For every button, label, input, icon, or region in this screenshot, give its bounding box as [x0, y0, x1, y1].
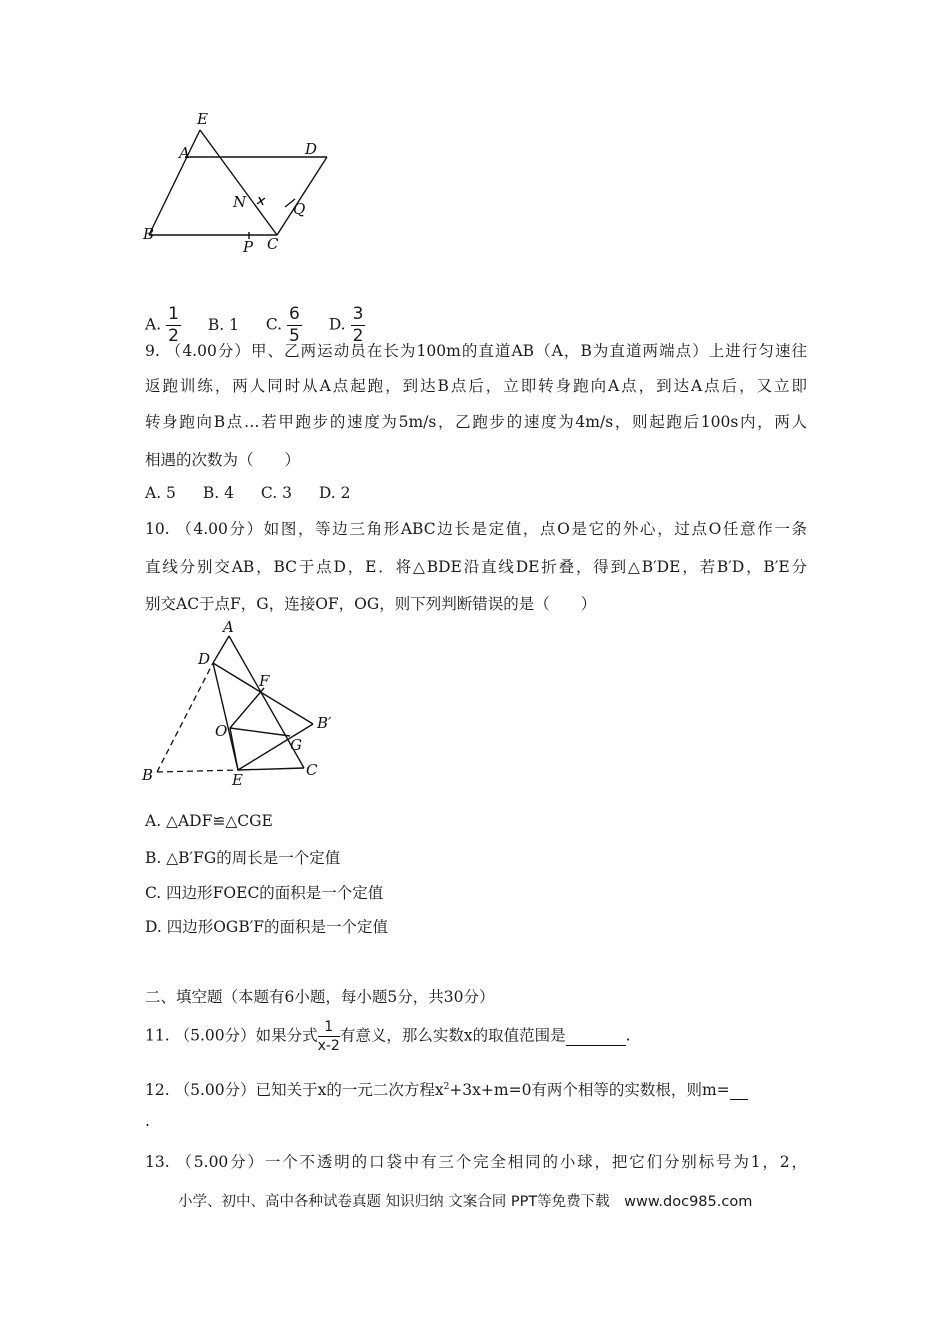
q10-option-a: A. △ADF≌△CGE — [145, 812, 273, 830]
q8-option-a: A. $\frac{1}{2}$ — [145, 304, 179, 346]
q12-line-2: . — [145, 1112, 150, 1130]
label-E: E — [197, 110, 208, 128]
label-G: G — [290, 736, 302, 754]
q11: 11. （5.00分）如果分式 $\frac{1}{x-2}$ 有意义，那么实数x的取值范围是 . — [145, 1019, 631, 1054]
label-C: C — [267, 235, 279, 253]
q8-option-d: D. $\frac{3}{2}$ — [328, 304, 364, 346]
label-D: D — [305, 140, 318, 158]
q9-options — [145, 484, 372, 502]
label-B: B — [142, 766, 154, 784]
label-C: C — [306, 761, 318, 779]
label-F: F — [259, 672, 270, 690]
q9-line-4: 相遇的次数为（ ） — [145, 451, 301, 469]
q8-option-b: B. 1 — [207, 315, 239, 334]
figure-parallelogram — [135, 108, 335, 258]
q9-line-1: 9. （4.00分）甲、乙两运动员在长为100m的直道AB（A，B为直道两端点）上进行匀速往 — [145, 342, 807, 360]
q10-line-1: 10. （4.00分）如图，等边三角形ABC边长是定值，点O是它的外心，过点O任意作一条 — [145, 520, 807, 538]
q10-line-2: 直线分别交AB，BC于点D，E．将△BDE沿直线DE折叠，得到△B′DE，若B′D，B′E分 — [145, 558, 807, 576]
label-A: A — [179, 144, 190, 162]
q9-line-3: 转身跑向B点…若甲跑步的速度为5m/s，乙跑步的速度为4m/s，则起跑后100s内，两人 — [145, 413, 807, 431]
q10-option-b: B. △B′FG的周长是一个定值 — [145, 849, 341, 867]
label-A: A — [223, 618, 234, 636]
q12: 12. （5.00分）已知关于x的一元二次方程$x^2+3x+m=0$有两个相等的实数根，则m= — [145, 1078, 748, 1100]
section-heading: 二、填空题（本题有6小题，每小题5分，共30分） — [145, 988, 495, 1006]
q9-option-c: C. 3 — [260, 484, 292, 502]
fraction: $\frac{1}{2}$ — [168, 304, 179, 346]
label-D: D — [198, 650, 211, 668]
label-Q: Q — [293, 200, 306, 218]
q8-option-c: C. $\frac{6}{5}$ — [265, 304, 300, 346]
page-footer: 小学、初中、高中各种试卷真题 知识归纳 文案合同 PPT等免费下载 www.doc985.com — [178, 1194, 753, 1210]
answer-blank — [566, 1027, 626, 1046]
fraction: $\frac{1}{x-2}$ — [317, 1019, 340, 1054]
q10-line-3: 别交AC于点F，G，连接OF，OG，则下列判断错误的是（ ） — [145, 595, 597, 613]
figure-triangle-fold — [138, 618, 348, 788]
label-P: P — [243, 238, 254, 256]
fraction: $\frac{3}{2}$ — [352, 304, 364, 346]
q9-line-2: 返跑训练，两人同时从A点起跑，到达B点后，立即转身跑向A点，到达A点后，又立即 — [145, 377, 807, 395]
label-B-prime: B′ — [317, 714, 332, 732]
q13-line-1: 13. （5.00分）一个不透明的口袋中有三个完全相同的小球，把它们分别标号为1，2， — [145, 1153, 807, 1171]
q9-option-b: B. 4 — [202, 484, 234, 502]
q10-option-c: C. 四边形FOEC的面积是一个定值 — [145, 884, 384, 902]
label-N: N — [233, 193, 247, 211]
q9-option-d: D. 2 — [318, 484, 351, 502]
q9-option-a: A. 5 — [145, 484, 176, 502]
label-O: O — [215, 722, 228, 740]
answer-blank — [730, 1081, 748, 1100]
label-B: B — [143, 225, 155, 243]
fraction: $\frac{6}{5}$ — [289, 304, 300, 346]
label-E: E — [232, 771, 243, 788]
q10-option-d: D. 四边形OGB′F的面积是一个定值 — [145, 918, 388, 936]
